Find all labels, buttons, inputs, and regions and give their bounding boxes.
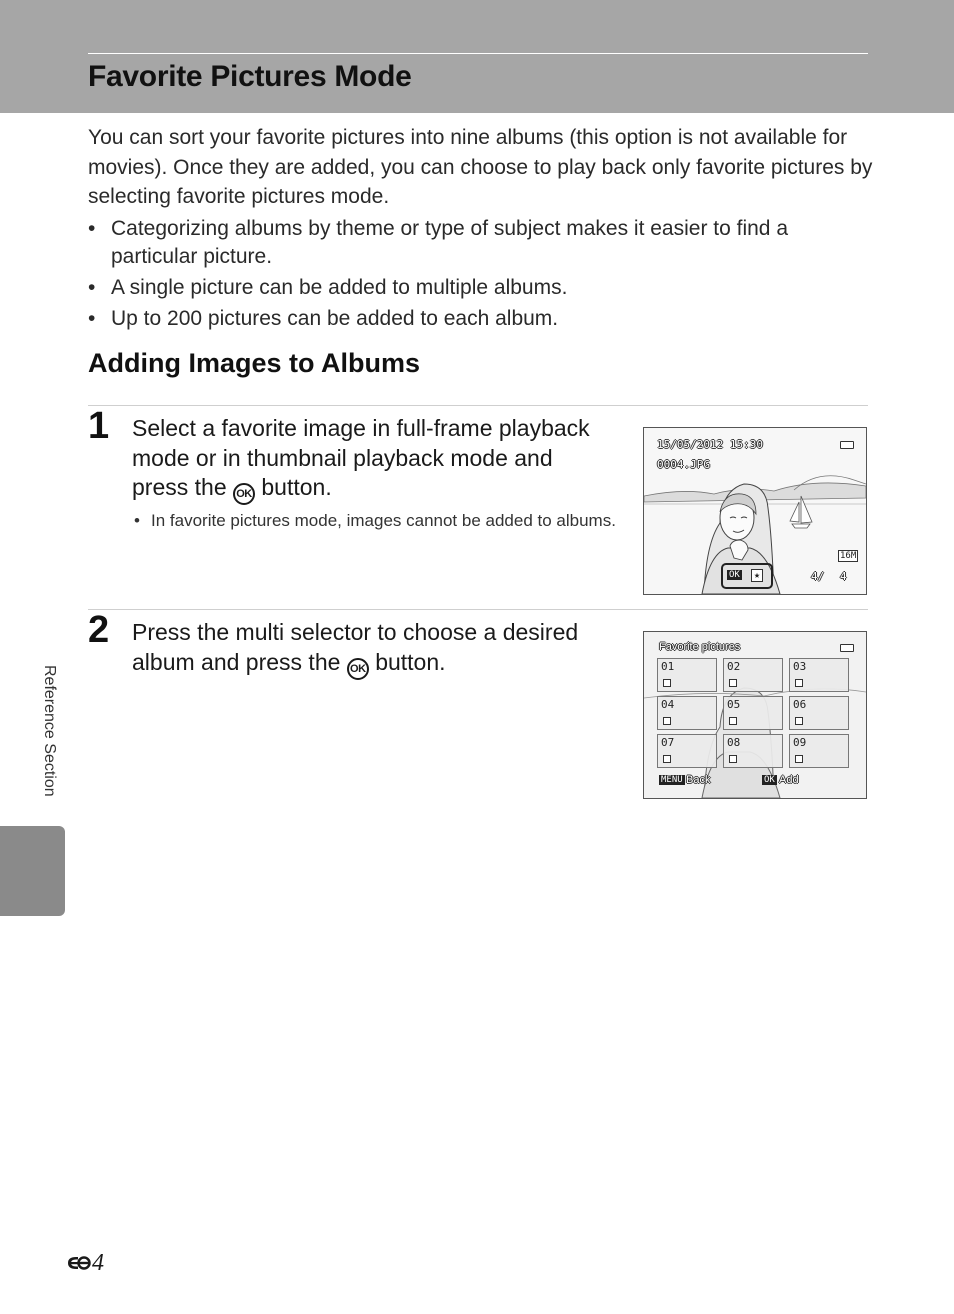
step-2-rule xyxy=(88,609,868,610)
list-item: • A single picture can be added to multiple albums. xyxy=(88,274,848,302)
intro-paragraph: You can sort your favorite pictures into nine albums (this option is not available for movies). Once they are added, you can choose to play back only favorite pictures by selecting favorite pictures mode. xyxy=(88,126,873,208)
album-number: 08 xyxy=(727,736,741,749)
ok-button-icon: OK xyxy=(233,483,255,505)
album-04[interactable] xyxy=(657,696,717,730)
album-checkbox xyxy=(729,755,737,763)
step-1-text xyxy=(132,414,612,505)
playback-filename: 0004.JPG xyxy=(657,458,710,471)
ok-button-icon: OK xyxy=(347,658,369,680)
playback-screen xyxy=(643,427,867,595)
page-number: 4 xyxy=(92,1250,104,1276)
header-rule xyxy=(88,53,868,54)
album-select-screen xyxy=(643,631,867,799)
album-number: 05 xyxy=(727,698,741,711)
album-number: 02 xyxy=(727,660,741,673)
album-08[interactable] xyxy=(723,734,783,768)
list-item: • Categorizing albums by theme or type of subject makes it easier to find a particular picture. xyxy=(88,215,848,271)
page-title: Favorite Pictures Mode xyxy=(88,60,412,93)
frame-counter-current: 4/ xyxy=(811,570,825,583)
album-number: 06 xyxy=(793,698,807,711)
album-03[interactable] xyxy=(789,658,849,692)
step-2-text-after: button. xyxy=(375,648,446,675)
album-checkbox xyxy=(729,717,737,725)
footer-page-number xyxy=(66,1250,104,1277)
album-checkbox xyxy=(663,717,671,725)
ok-icon: OK xyxy=(764,775,775,785)
intro-bullets xyxy=(88,215,848,336)
playback-datetime: 15/05/2012 15:30 xyxy=(657,438,763,451)
step-1-text-before: Select a favorite image in full-frame playback mode or in thumbnail playback mode and press the xyxy=(132,415,590,500)
album-06[interactable] xyxy=(789,696,849,730)
album-checkbox xyxy=(795,679,803,687)
menu-icon: MENU xyxy=(661,775,683,785)
album-07[interactable] xyxy=(657,734,717,768)
step-1-number: 1 xyxy=(88,405,110,447)
album-checkbox xyxy=(795,717,803,725)
ok-icon: OK xyxy=(729,570,740,580)
album-number: 04 xyxy=(661,698,675,711)
album-number: 09 xyxy=(793,736,807,749)
section-heading: Adding Images to Albums xyxy=(88,348,421,378)
add-label: Add xyxy=(779,774,799,786)
album-checkbox xyxy=(663,679,671,687)
album-01[interactable] xyxy=(657,658,717,692)
step-1-note: • In favorite pictures mode, images cannot be added to albums. xyxy=(132,508,631,533)
album-grid xyxy=(657,658,853,770)
album-number: 03 xyxy=(793,660,807,673)
step-1-text-after: button. xyxy=(261,474,332,500)
side-section-tab xyxy=(0,826,65,916)
step-2-number: 2 xyxy=(88,609,110,651)
album-screen-title: Favorite pictures xyxy=(659,641,741,653)
header-band xyxy=(0,0,954,113)
back-label: Back xyxy=(686,774,711,786)
album-number: 01 xyxy=(661,660,675,673)
star-icon: ★ xyxy=(751,569,763,582)
side-section-label: Reference Section xyxy=(41,665,58,797)
image-mode-icon: 16M xyxy=(840,551,857,561)
reference-section-icon xyxy=(66,1252,92,1270)
step-2-text xyxy=(132,618,612,680)
album-05[interactable] xyxy=(723,696,783,730)
battery-icon xyxy=(840,441,854,449)
album-checkbox xyxy=(729,679,737,687)
battery-icon xyxy=(840,644,854,652)
frame-counter-total: 4 xyxy=(840,570,847,583)
album-02[interactable] xyxy=(723,658,783,692)
album-09[interactable] xyxy=(789,734,849,768)
list-item: • Up to 200 pictures can be added to each album. xyxy=(88,305,848,333)
step-1-rule xyxy=(88,405,868,406)
step-2-text-before: Press the multi selector to choose a desired album and press the xyxy=(132,619,579,675)
album-number: 07 xyxy=(661,736,675,749)
album-checkbox xyxy=(663,755,671,763)
album-checkbox xyxy=(795,755,803,763)
